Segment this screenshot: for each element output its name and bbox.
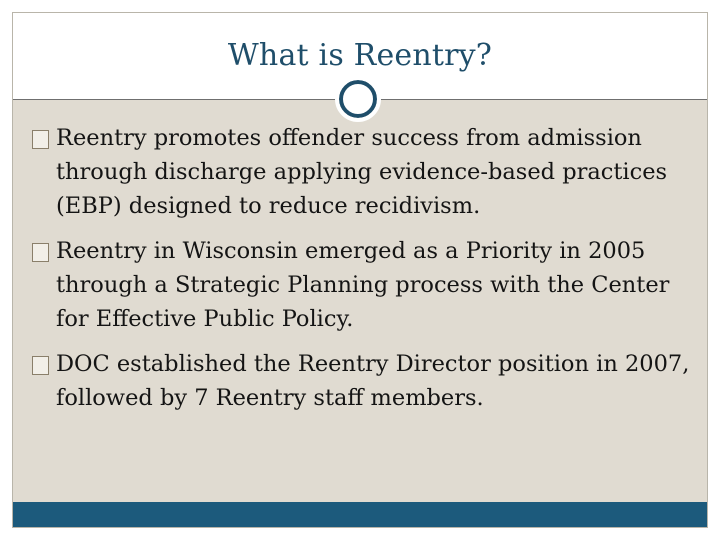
footer-bar <box>13 502 707 527</box>
bullet-item <box>32 347 700 415</box>
bullet-text: DOC established the Reentry Director position in 2007, followed by 7 Reentry staff members. <box>56 351 690 411</box>
bullet-text: Reentry in Wisconsin emerged as a Priority in 2005 through a Strategic Planning process with the Center for Effective Public Policy. <box>56 238 670 332</box>
bullet-list <box>32 121 700 426</box>
bullet-item <box>32 121 700 223</box>
bullet-box-icon <box>32 243 49 262</box>
circle-ornament-icon <box>339 80 377 118</box>
slide-title: What is Reentry? <box>227 38 493 73</box>
bullet-box-icon <box>32 356 49 375</box>
bullet-item <box>32 234 700 336</box>
bullet-box-icon <box>32 130 49 149</box>
bullet-text: Reentry promotes offender success from admission through discharge applying evidence-based practices (EBP) designed to reduce recidivism. <box>56 125 668 219</box>
